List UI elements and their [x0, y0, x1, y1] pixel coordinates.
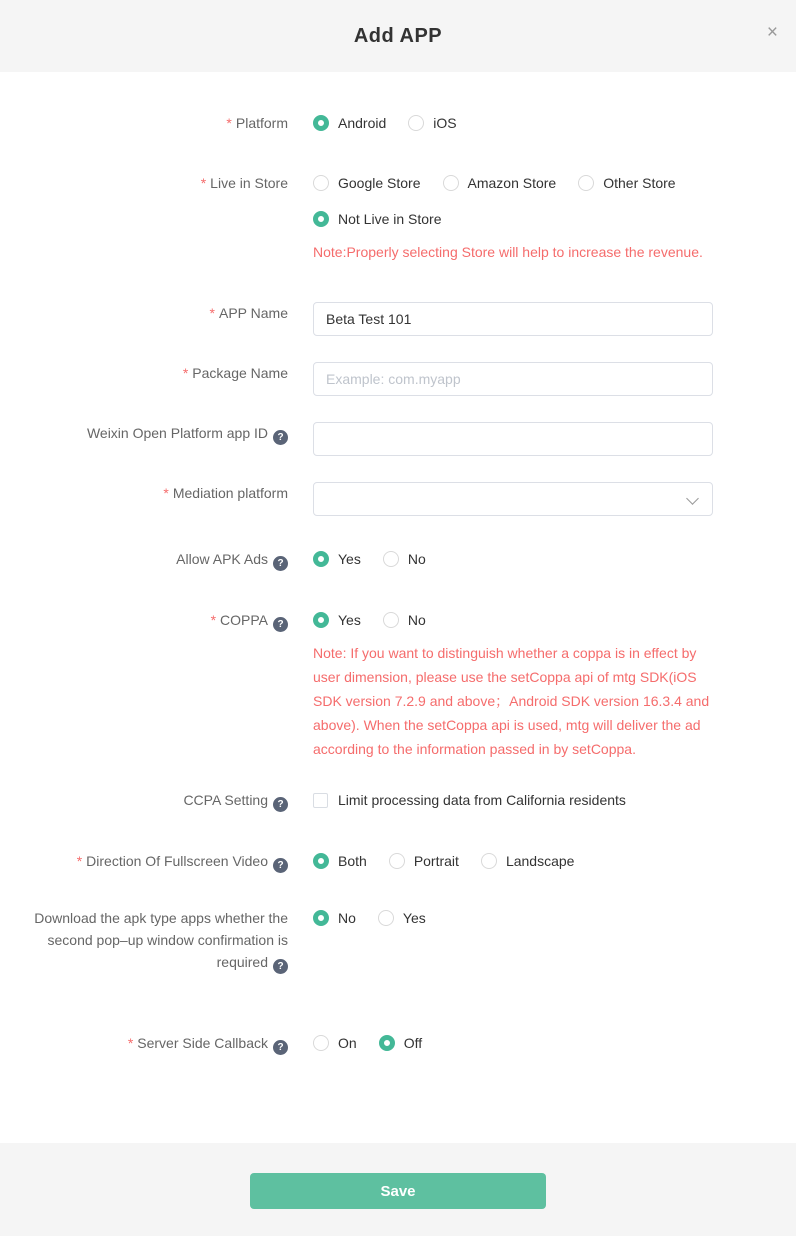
weixin-app-id-input[interactable]: [313, 422, 713, 456]
row-ccpa-setting: [0, 789, 796, 812]
radio-coppa-no[interactable]: No: [383, 609, 426, 631]
help-icon[interactable]: ?: [273, 797, 288, 812]
add-app-form: [0, 72, 796, 1143]
required-marker: *: [182, 365, 189, 381]
live-in-store-label: * Live in Store: [200, 175, 288, 191]
ccpa-checkbox-row[interactable]: [313, 789, 713, 811]
server-side-callback-label: * Server Side Callback ?: [0, 1032, 313, 1055]
ccpa-setting-label: CCPA Setting ?: [0, 789, 313, 812]
platform-options: [313, 112, 713, 134]
row-app-name: [0, 302, 796, 336]
required-marker: *: [226, 115, 232, 131]
coppa-note: Note: If you want to distinguish whether a coppa is in effect by user dimension, please use the setCoppa api of mtg SDK(iOS SDK version 7.2.9 and above；Android SDK version 16.3.4 and above). When the setCoppa api is used, mtg will deliver the ad according to the information passed in by setCoppa.: [313, 645, 710, 757]
help-icon[interactable]: ?: [273, 1040, 288, 1055]
row-live-in-store: [0, 172, 796, 264]
required-marker: *: [127, 1035, 134, 1051]
required-marker: *: [200, 175, 207, 191]
row-package-name: [0, 362, 796, 396]
radio-circle: [313, 551, 329, 567]
radio-amazon-store[interactable]: Amazon Store: [443, 172, 557, 194]
dialog-footer: [0, 1143, 796, 1236]
coppa-label: * COPPA ?: [0, 609, 313, 632]
dialog-header: [0, 0, 796, 72]
ccpa-checkbox[interactable]: [313, 793, 328, 808]
radio-apk-popup-yes[interactable]: Yes: [378, 907, 426, 929]
app-name-input[interactable]: [313, 302, 713, 336]
radio-allow-apk-no[interactable]: No: [383, 548, 426, 570]
required-marker: *: [76, 853, 83, 869]
radio-direction-portrait[interactable]: Portrait: [389, 850, 459, 872]
radio-circle: [383, 551, 399, 567]
required-marker: *: [209, 305, 215, 321]
live-in-store-options: [313, 172, 713, 264]
live-in-store-note: Note:Properly selecting Store will help to increase the revenue.: [313, 244, 703, 260]
row-server-side-callback: [0, 1032, 796, 1055]
radio-circle: [313, 211, 329, 227]
package-name-input[interactable]: [313, 362, 713, 396]
direction-label: * Direction Of Fullscreen Video ?: [0, 850, 313, 873]
ccpa-checkbox-label: Limit processing data from California residents: [338, 792, 626, 808]
platform-label: * Platform: [226, 115, 288, 131]
package-name-label: * Package Name: [182, 365, 288, 381]
radio-circle: [313, 1035, 329, 1051]
apk-second-popup-label: Download the apk type apps whether the second pop–up window confirmation is required ?: [34, 910, 288, 972]
required-marker: *: [210, 612, 217, 628]
mediation-platform-select[interactable]: [313, 482, 713, 516]
app-name-label: * APP Name: [209, 305, 288, 321]
radio-coppa-yes[interactable]: Yes: [313, 609, 361, 631]
radio-direction-both[interactable]: Both: [313, 850, 367, 872]
radio-apk-popup-no[interactable]: No: [313, 907, 356, 929]
radio-circle: [379, 1035, 395, 1051]
radio-circle: [389, 853, 405, 869]
weixin-app-id-label: Weixin Open Platform app ID ?: [0, 422, 313, 445]
row-platform: [0, 112, 796, 134]
help-icon[interactable]: ?: [273, 959, 288, 974]
radio-circle: [313, 115, 329, 131]
radio-circle: [443, 175, 459, 191]
radio-circle: [408, 115, 424, 131]
radio-circle: [313, 910, 329, 926]
radio-direction-landscape[interactable]: Landscape: [481, 850, 575, 872]
row-weixin-app-id: [0, 422, 796, 456]
radio-platform-android[interactable]: Android: [313, 112, 386, 134]
radio-circle: [313, 853, 329, 869]
radio-circle: [313, 612, 329, 628]
radio-platform-ios[interactable]: iOS: [408, 112, 456, 134]
radio-circle: [481, 853, 497, 869]
save-button[interactable]: Save: [250, 1173, 546, 1209]
radio-google-store[interactable]: Google Store: [313, 172, 421, 194]
row-mediation-platform: [0, 482, 796, 516]
row-allow-apk-ads: [0, 548, 796, 571]
radio-not-live-in-store[interactable]: Not Live in Store: [313, 208, 442, 230]
radio-other-store[interactable]: Other Store: [578, 172, 675, 194]
row-apk-second-popup: [0, 907, 796, 974]
help-icon[interactable]: ?: [273, 617, 288, 632]
allow-apk-ads-label: Allow APK Ads ?: [0, 548, 313, 571]
radio-circle: [383, 612, 399, 628]
chevron-down-icon: [686, 492, 699, 505]
close-icon[interactable]: ×: [766, 22, 778, 43]
required-marker: *: [163, 485, 169, 501]
radio-circle: [378, 910, 394, 926]
row-direction-fullscreen-video: [0, 850, 796, 873]
help-icon[interactable]: ?: [273, 556, 288, 571]
radio-allow-apk-yes[interactable]: Yes: [313, 548, 361, 570]
row-coppa: [0, 609, 796, 761]
mediation-platform-label: * Mediation platform: [163, 485, 288, 501]
help-icon[interactable]: ?: [273, 858, 288, 873]
radio-circle: [313, 175, 329, 191]
dialog-title: Add APP: [353, 24, 443, 47]
radio-callback-on[interactable]: On: [313, 1032, 357, 1054]
radio-callback-off[interactable]: Off: [379, 1032, 422, 1054]
help-icon[interactable]: ?: [273, 430, 288, 445]
radio-circle: [578, 175, 594, 191]
